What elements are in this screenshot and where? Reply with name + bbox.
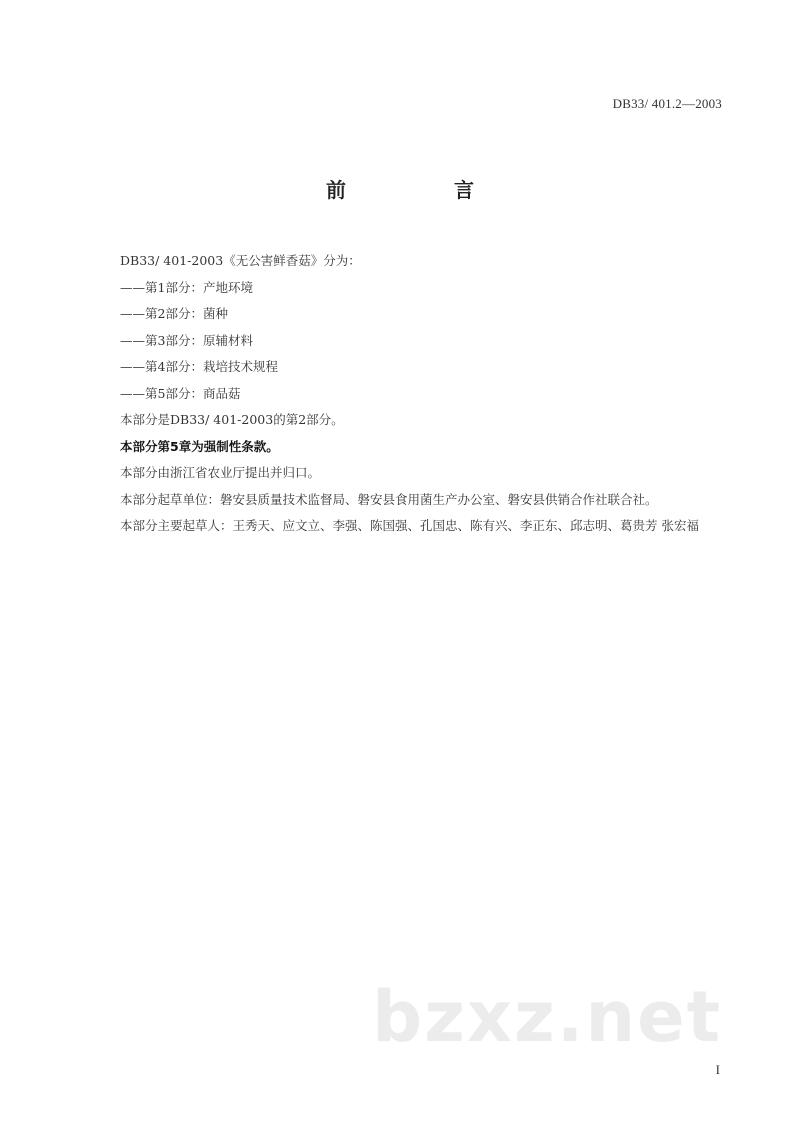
page-title: 前 言 bbox=[326, 178, 518, 202]
drafters-names: 王秀天、应文立、李强、陈国强、孔国忠、陈有兴、李正东、邱志明、葛贵芳 张宏福 bbox=[232, 518, 699, 533]
intro-line: DB33/ 401-2003《无公害鲜香菇》分为： bbox=[120, 253, 361, 268]
this-part-line: 本部分是DB33/ 401-2003的第2部分。 bbox=[120, 412, 344, 427]
watermark: bzxz.net bbox=[372, 976, 723, 1058]
drafters-label: 本部分主要起草人： bbox=[120, 518, 233, 533]
preface-body bbox=[120, 248, 740, 540]
part-list-item: ——第2部分：菌种 bbox=[120, 306, 228, 321]
proposer-line: 本部分由浙江省农业厅提出并归口。 bbox=[120, 465, 321, 480]
drafters-line bbox=[120, 513, 740, 540]
mandatory-clause-line: 本部分第5章为强制性条款。 bbox=[120, 438, 279, 454]
document-code: DB33/ 401.2—2003 bbox=[612, 96, 722, 111]
part-list-item: ——第5部分：商品菇 bbox=[120, 385, 241, 401]
part-list-item: ——第3部分：原辅材料 bbox=[120, 332, 253, 348]
part-list-item: ——第4部分：栽培技术规程 bbox=[120, 359, 278, 374]
part-list-item: ——第1部分：产地环境 bbox=[120, 279, 253, 295]
page-number: I bbox=[715, 1062, 720, 1077]
drafting-units-line: 本部分起草单位：磐安县质量技术监督局、磐安县食用菌生产办公室、磐安县供销合作社联合社。 bbox=[120, 491, 658, 507]
